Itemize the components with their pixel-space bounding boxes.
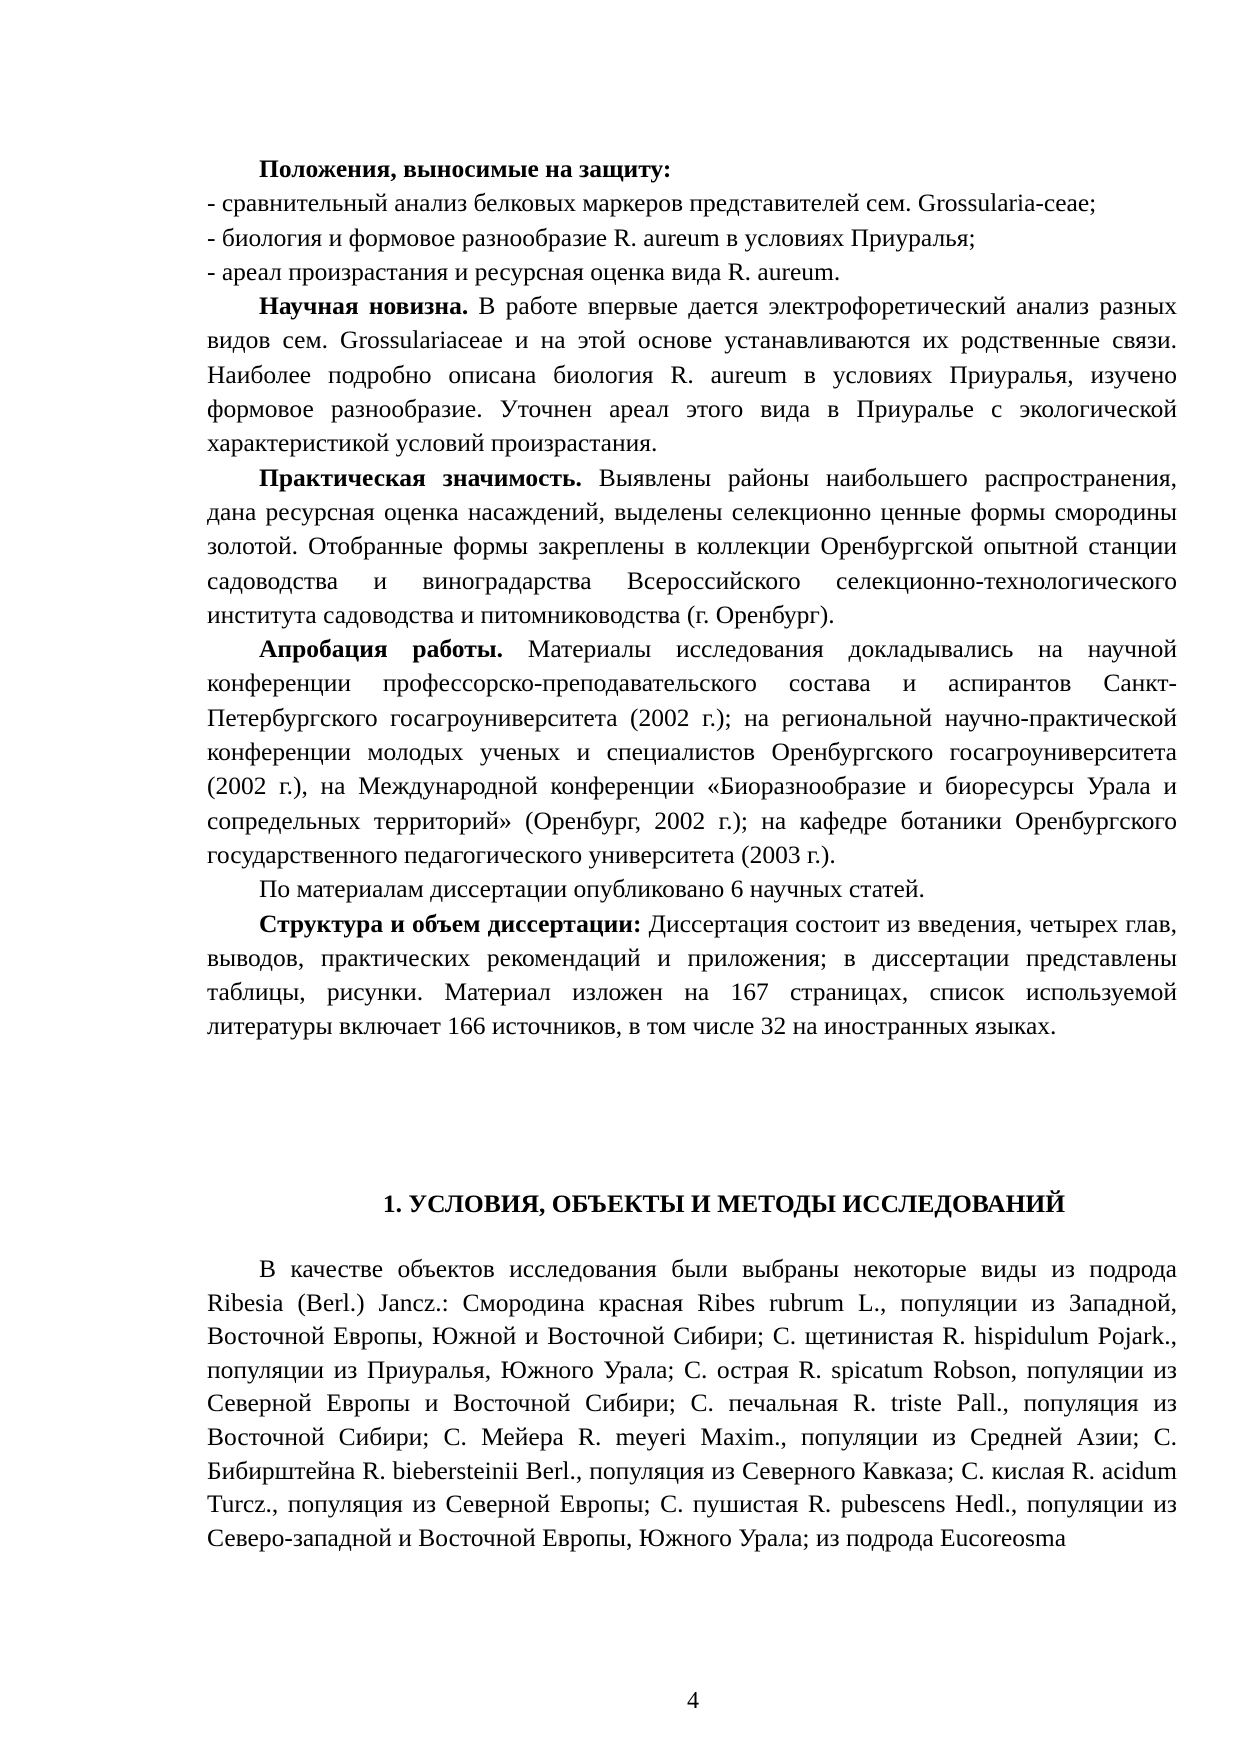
- defense-item: - биология и формовое разнообразие R. aureum в условиях Приуралья;: [207, 222, 976, 252]
- section-heading: [207, 1187, 1241, 1221]
- novelty-label: Научная новизна.: [259, 291, 469, 321]
- approbation-label: Апробация работы.: [259, 634, 504, 664]
- document-page-body: [207, 152, 1177, 1044]
- defense-heading: Положения, выносимые на защиту:: [259, 154, 672, 183]
- approbation-paragraph: [207, 632, 1177, 872]
- objects-paragraph: В качестве объектов исследования были выбраны некоторые виды из подрода Ribesia (Berl.) Jancz.: Смородина красная Ribes rubrum L., популяции из Западной, Восточной Европы, Южной и Восточной Сибири; С. щетинистая R. hispidulum Pojark., популяции из Приуралья, Южного Урала; С. острая R. spicatum Robson, популяции из Северной Европы и Восточной Сибири; С. печальная R. triste Pall., популяция из Восточной Сибири; С. Мейера R. meyeri Maxim., популяции из Средней Азии; С. Бибирштейна R. biebersteinii Berl., популяция из Северного Кавказа; С. кислая R. acidum Turcz., популяция из Северной Европы; С. пушистая R. pubescens Hedl., популяции из Северо-западной и Восточной Европы, Южного Урала; из подрода Eucoreosma: [207, 1254, 1177, 1552]
- defense-item: - ареал произрастания и ресурсная оценка вида R. aureum.: [207, 256, 841, 286]
- structure-text: Диссертация состоит из введения, четырех глав, выводов, практических рекомендаций и приложения; в диссертации представлены таблицы, рисунки. Материал изложен на 167 страницах, список используемой литературы включает 166 источников, в том числе 32 на иностранных языках.: [207, 908, 1177, 1041]
- section-heading-text: 1. УСЛОВИЯ, ОБЪЕКТЫ И МЕТОДЫ ИССЛЕДОВАНИЙ: [382, 1189, 1066, 1218]
- practical-paragraph: [207, 461, 1177, 632]
- structure-paragraph: [207, 907, 1177, 1044]
- publications-paragraph: По материалам диссертации опубликовано 6 научных статей.: [259, 874, 925, 904]
- structure-label: Структура и объем диссертации:: [259, 908, 642, 938]
- practical-text: Выявлены районы наибольшего распространения, дана ресурсная оценка насаждений, выделены селекционно ценные формы смородины золотой. Отобранные формы закреплены в коллекции Оренбургской опытной станции садоводства и виноградарства Всероссийского селекционно-технологического института садоводства и питомниководства (г. Оренбург).: [207, 462, 1177, 629]
- page-number: 4: [687, 1688, 699, 1714]
- novelty-text: В работе впервые дается электрофоретический анализ разных видов сем. Grossulariaceae и на этой основе устанавливаются их родственные связи. Наиболее подробно описана биология R. aureum в условиях Приуралья, изучено формовое разнообразие. Уточнен ареал этого вида в Приуралье с экологической характеристикой условий произрастания.: [207, 291, 1177, 458]
- section-body: [207, 1252, 1177, 1554]
- novelty-paragraph: [207, 289, 1177, 460]
- defense-item: - сравнительный анализ белковых маркеров представителей сем. Grossularia-ceae;: [207, 188, 1097, 218]
- approbation-text: Материалы исследования докладывались на научной конференции профессорско-преподавательского состава и аспирантов Санкт-Петербургского госагроуниверситета (2002 г.); на региональной научно-практической конференции молодых ученых и специалистов Оренбургского госагроуниверситета (2002 г.), на Международной конференции «Биоразнообразие и биоресурсы Урала и сопредельных территорий» (Оренбург, 2002 г.); на кафедре ботаники Оренбургского государственного педагогического университета (2003 г.).: [207, 634, 1177, 869]
- practical-label: Практическая значимость.: [259, 462, 582, 492]
